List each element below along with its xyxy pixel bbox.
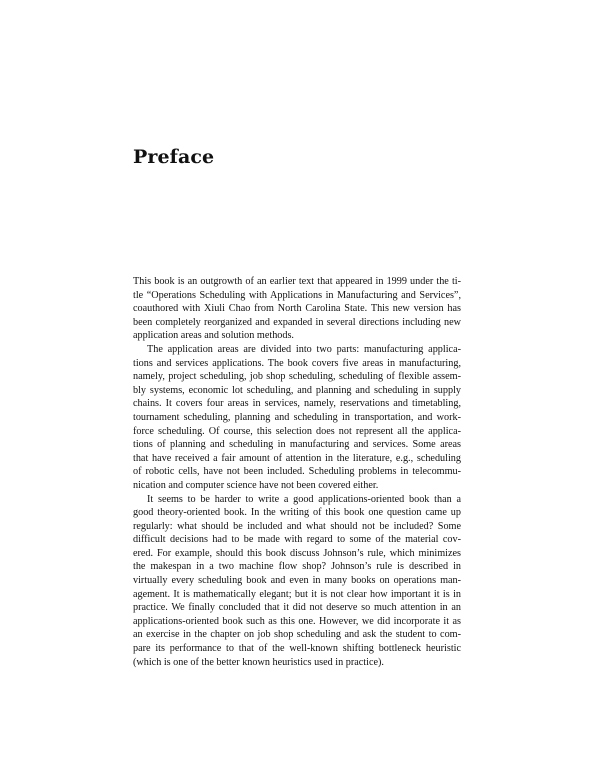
text-line: namely, project scheduling, job shop scheduling, scheduling of flexible assem- bbox=[133, 371, 461, 383]
text-line: It seems to be harder to write a good applications-oriented book than a bbox=[147, 493, 461, 505]
text-line: chains. It covers four areas in services, namely, reservations and timetabling, bbox=[133, 398, 461, 410]
text-line: been completely reorganized and expanded in several directions including new bbox=[133, 316, 461, 328]
preface-body bbox=[133, 275, 461, 669]
text-line: tle “Operations Scheduling with Applications in Manufacturing and Services”, bbox=[133, 289, 461, 301]
text-line: virtually every scheduling book and even in many books on operations man- bbox=[133, 575, 461, 587]
text-line: difficult decisions had to be made with regard to some of the material cov- bbox=[133, 534, 461, 546]
text-line: an exercise in the chapter on job shop scheduling and ask the student to com- bbox=[133, 629, 461, 641]
text-line: tions and services applications. The book covers five areas in manufacturing, bbox=[133, 357, 461, 369]
text-line: (which is one of the better known heuristics used in practice). bbox=[133, 656, 384, 668]
text-line: tournament scheduling, planning and scheduling in transportation, and work- bbox=[133, 411, 461, 423]
text-line: good theory-oriented book. In the writing of this book one question came up bbox=[133, 507, 461, 519]
paragraph-3 bbox=[133, 493, 461, 670]
text-line: bly systems, economic lot scheduling, and planning and scheduling in supply bbox=[133, 384, 461, 396]
text-line: regularly: what should be included and what should not be included? Some bbox=[133, 520, 461, 532]
paragraph-1 bbox=[133, 275, 461, 343]
text-line: applications-oriented book such as this one. However, we did incorporate it as bbox=[133, 615, 461, 627]
text-line: practice. We finally concluded that it did not deserve so much attention in an bbox=[133, 602, 461, 614]
text-line: the makespan in a two machine flow shop? Johnson’s rule is described in bbox=[133, 561, 461, 573]
text-line: tions of planning and scheduling in manufacturing and services. Some areas bbox=[133, 439, 461, 451]
paragraph-2 bbox=[133, 343, 461, 493]
page-title: Preface bbox=[133, 146, 215, 168]
text-line: force scheduling. Of course, this selection does not represent all the applica- bbox=[133, 425, 461, 437]
text-line: application areas and solution methods. bbox=[133, 330, 294, 342]
text-line: This book is an outgrowth of an earlier text that appeared in 1999 under the ti- bbox=[133, 276, 461, 287]
text-line: that have received a fair amount of attention in the literature, e.g., scheduling bbox=[133, 452, 461, 464]
text-line: agement. It is mathematically elegant; but it is not clear how important it is in bbox=[133, 588, 461, 600]
text-line: pare its performance to that of the well-known shifting bottleneck heuristic bbox=[133, 643, 461, 655]
text-line: The application areas are divided into two parts: manufacturing applica- bbox=[147, 343, 461, 355]
text-line: of robotic cells, have not been included. Scheduling problems in telecommu- bbox=[133, 466, 461, 478]
text-line: nication and computer science have not been covered either. bbox=[133, 479, 379, 491]
text-line: ered. For example, should this book discuss Johnson’s rule, which minimizes bbox=[133, 547, 461, 559]
text-line: coauthored with Xiuli Chao from North Carolina State. This new version has bbox=[133, 303, 461, 315]
